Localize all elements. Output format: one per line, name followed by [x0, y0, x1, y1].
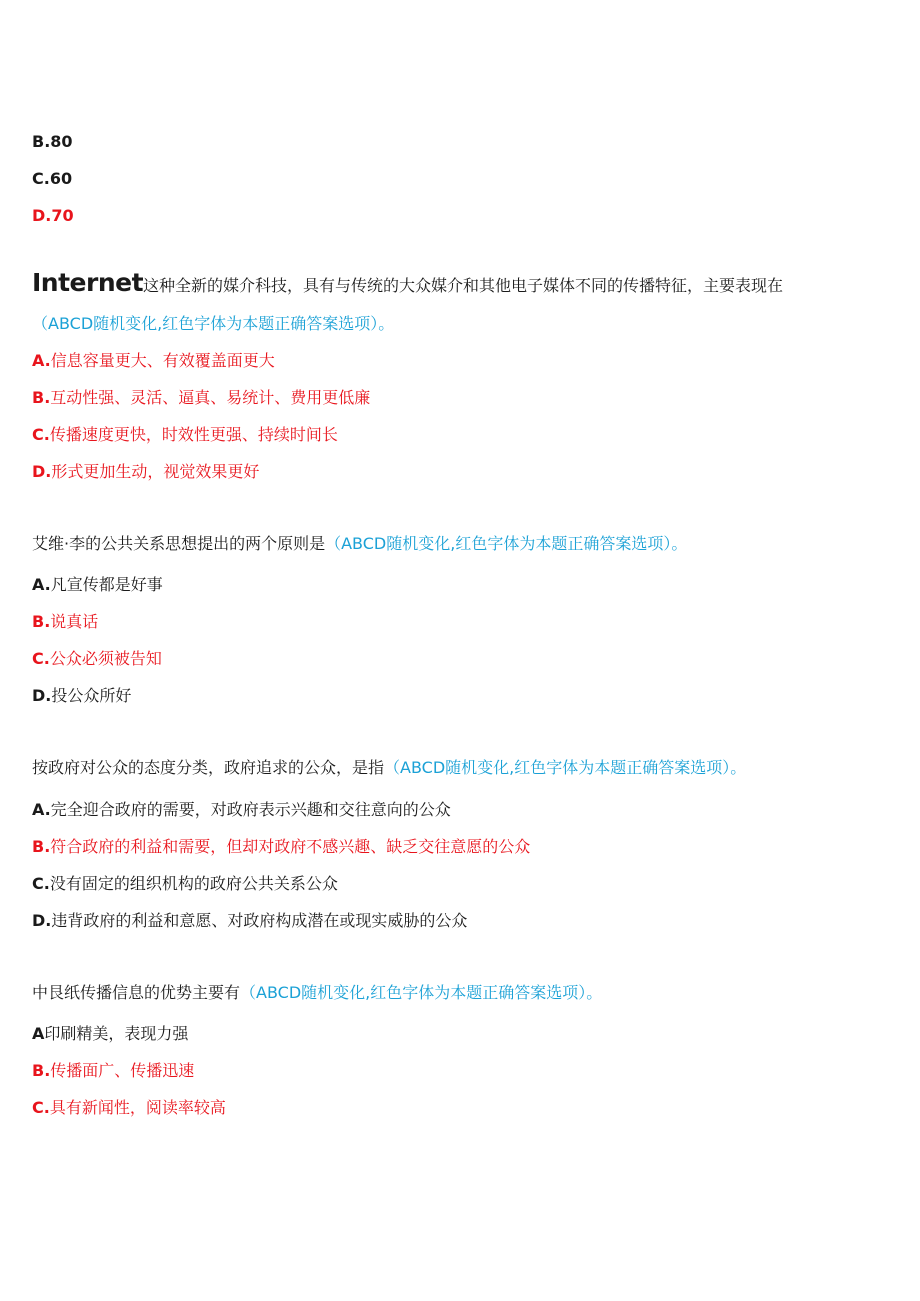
question-1-option-a: A.信息容量更大、有效覆盖面更大: [32, 351, 275, 370]
question-4-hint: （ABCD随机变化,红色字体为本题正确答案选项）。: [240, 983, 603, 1002]
question-3-option-c: C.没有固定的组织机构的政府公共关系公众: [32, 874, 338, 893]
question-4-stem: 中艮纸传播信息的优势主要有（ABCD随机变化,红色字体为本题正确答案选项）。: [32, 983, 603, 1002]
question-1-option-c: C.传播速度更快，时效性更强、持续时间长: [32, 425, 338, 444]
option-b-prev: B.80: [32, 132, 73, 151]
question-1-stem: Internet这种全新的媒介科技，具有与传统的大众媒介和其他电子媒体不同的传播特征，主要表现在: [32, 268, 784, 297]
question-1-lead: Internet: [32, 268, 144, 297]
question-3-stem: 按政府对公众的态度分类，政府追求的公众，是指（ABCD随机变化,红色字体为本题正确答案选项）。: [32, 758, 747, 777]
question-3-hint: （ABCD随机变化,红色字体为本题正确答案选项）。: [384, 758, 747, 777]
question-2-option-a: A.凡宣传都是好事: [32, 575, 163, 594]
question-1-hint: （ABCD随机变化,红色字体为本题正确答案选项）。: [32, 314, 395, 333]
question-2-option-b: B.说真话: [32, 612, 99, 631]
question-2-hint: （ABCD随机变化,红色字体为本题正确答案选项）。: [325, 534, 688, 553]
question-4-option-c: C.具有新闻性，阅读率较高: [32, 1098, 226, 1117]
question-1-option-d: D.形式更加生动，视觉效果更好: [32, 462, 260, 481]
question-4-option-a: A印刷精美，表现力强: [32, 1024, 189, 1043]
question-2-option-c: C.公众必须被告知: [32, 649, 162, 668]
question-2-stem: 艾维·李的公共关系思想提出的两个原则是（ABCD随机变化,红色字体为本题正确答案选项）。: [32, 534, 688, 553]
question-3-option-b: B.符合政府的利益和需要，但却对政府不感兴趣、缺乏交往意愿的公众: [32, 837, 531, 856]
question-3-option-d: D.违背政府的利益和意愿、对政府构成潜在或现实威胁的公众: [32, 911, 468, 930]
question-2-option-d: D.投公众所好: [32, 686, 132, 705]
question-3-option-a: A.完全迎合政府的需要，对政府表示兴趣和交往意向的公众: [32, 800, 451, 819]
option-d-prev: D.70: [32, 206, 74, 225]
question-1-option-b: B.互动性强、灵活、逼真、易统计、费用更低廉: [32, 388, 371, 407]
option-c-prev: C.60: [32, 169, 73, 188]
question-4-option-b: B.传播面广、传播迅速: [32, 1061, 195, 1080]
